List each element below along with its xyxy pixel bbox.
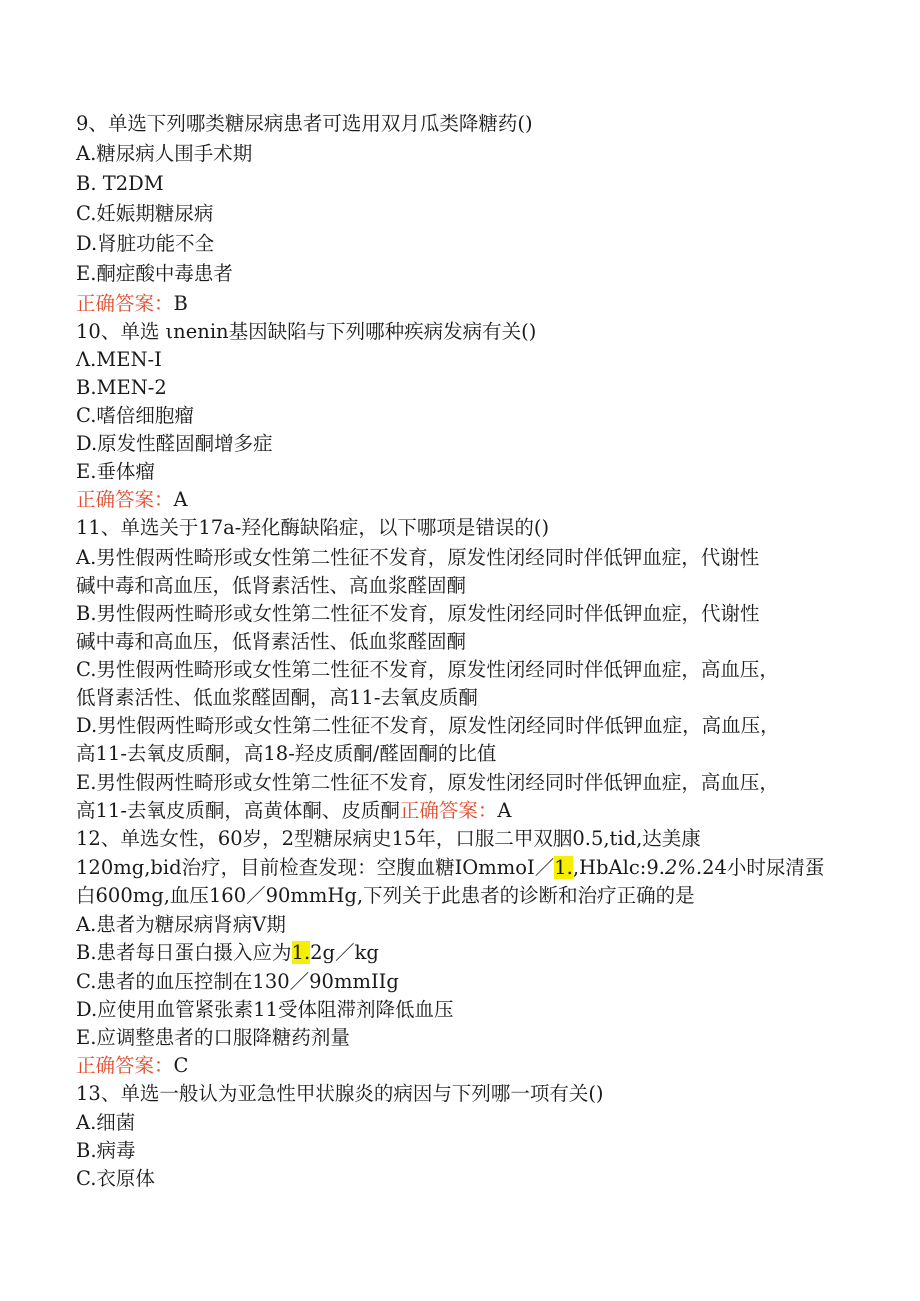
q9-answer [76,292,188,316]
q10-option-e: E.垂体瘤 [76,460,155,483]
answer-label: 正确答案： [76,292,174,315]
q11-option-c-line1: C.男性假两性畸形或女性第二性征不发育，原发性闭经同时伴低钾血症，高血压， [76,658,779,681]
q12-option-e: E.应调整患者的口服降糖药剂量 [76,1026,350,1049]
q10-stem: 10、单选 ιnenin基因缺陷与下列哪种疾病发病有关() [76,320,537,343]
q11-option-d-line1: D.男性假两性畸形或女性第二性征不发育，原发性闭经同时伴低钾血症，高血压， [76,714,780,737]
q12-option-d: D.应使用血管紧张素11受体阻滞剂降低血压 [76,998,454,1021]
answer-label: 正确答案： [399,799,498,822]
answer-value: A [497,799,512,822]
q10-option-d: D.原发性醛固酮增多症 [76,432,273,455]
stem-text: 120mg,bid治疗，目前检查发现：空腹血糖IOmmoI／ [76,856,555,879]
q13-option-c: C.衣原体 [76,1167,155,1190]
stem-text: 24小时尿清蛋 [702,856,825,879]
option-text: B.患者每日蛋白摄入应为 [76,941,292,964]
q9-option-e: E.酮症酸中毒患者 [76,262,233,285]
q11-option-e-line1: E.男性假两性畸形或女性第二性征不发育，原发性闭经同时伴低钾血症，高血压， [76,771,779,794]
q12-stem-line1: 12、单选女性，60岁，2型糖尿病史15年，口服二甲双胭0.5,tid,达美康 [76,827,701,850]
q12-stem-line2 [76,856,824,880]
q13-option-b: B.病毒 [76,1139,136,1162]
highlighted-text: 1. [291,941,311,964]
q12-option-a: A.患者为糖尿病肾病V期 [76,913,286,936]
q11-option-a-line2: 碱中毒和高血压，低肾素活性、高血浆醛固酮 [76,574,467,597]
stem-text: ,HbAlc:9. [572,856,665,879]
option-text: 2g／kg [310,941,379,964]
q10-option-a: Λ.MEN-I [76,348,162,371]
q11-option-c-line2: 低肾素活性、低血浆醛固酮，高11-去氧皮质酮 [76,686,478,709]
q10-answer [76,488,188,512]
q13-option-a: A.细菌 [76,1111,136,1134]
q10-option-b: B.MEN-2 [76,376,167,399]
q12-stem-line3: 白600mg,血压160／90mmHg,下列关于此患者的诊断和治疗正确的是 [76,884,695,907]
q9-option-b: B. T2DM [76,172,164,195]
q12-answer [76,1054,188,1078]
q12-option-c: C.患者的血压控制在130／90mmIIg [76,970,399,993]
option-text: 高11-去氧皮质酮，高黄体酮、皮质酮 [76,799,400,822]
q9-option-d: D.肾脏功能不全 [76,232,215,255]
highlighted-text: 1. [554,856,573,879]
answer-label: 正确答案： [76,488,174,511]
q11-option-b-line1: B.男性假两性畸形或女性第二性征不发育，原发性闭经同时伴低钾血症，代谢性 [76,602,760,625]
q10-option-c: C.嗜倍细胞瘤 [76,404,194,427]
answer-value: B [173,292,188,315]
answer-value: C [173,1054,189,1077]
q11-option-e-line2 [76,799,512,823]
q12-option-b [76,941,379,965]
answer-label: 正确答案： [76,1054,174,1077]
q11-option-d-line2: 高11-去氧皮质酮，高18-羟皮质酮/醛固酮的比值 [76,742,497,765]
q11-option-b-line2: 碱中毒和高血压，低肾素活性、低血浆醛固酮 [76,630,467,653]
q11-stem: 11、单选关于17a-羟化酶缺陷症，以下哪项是错误的() [76,516,550,539]
q11-option-a-line1: A.男性假两性畸形或女性第二性征不发育，原发性闭经同时伴低钾血症，代谢性 [76,546,760,569]
answer-value: A [173,488,188,511]
q9-option-c: C.妊娠期糖尿病 [76,202,214,225]
q13-stem: 13、单选一般认为亚急性甲状腺炎的病因与下列哪一项有关() [76,1082,604,1105]
q9-option-a: A.糖尿病人围手术期 [76,142,253,165]
q9-stem: 9、单选下列哪类糖尿病患者可选用双月瓜类降糖药() [76,112,533,135]
stem-text-italic: 2%. [664,856,703,879]
